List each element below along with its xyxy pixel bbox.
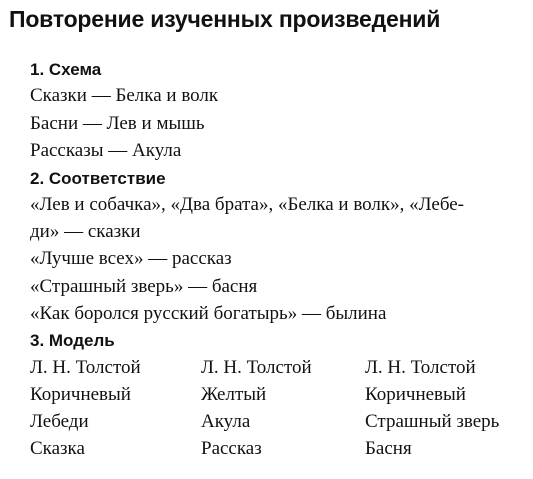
model-cell: Л. Н. Толстой: [365, 357, 476, 378]
correspondence-line: ди» — сказки: [30, 221, 141, 242]
page-title: Повторение изученных произведений: [9, 6, 441, 32]
scheme-line: Басни — Лев и мышь: [30, 113, 205, 134]
section-heading-correspondence: 2. Соответствие: [30, 169, 166, 188]
model-cell: Акула: [201, 411, 251, 432]
correspondence-line: «Лучше всех» — рассказ: [30, 248, 232, 269]
model-cell: Страшный зверь: [365, 411, 500, 432]
model-cell: Басня: [365, 438, 412, 459]
model-cell: Л. Н. Толстой: [201, 357, 312, 378]
correspondence-line: «Как боролся русский богатырь» — былина: [30, 303, 387, 324]
model-cell: Коричневый: [30, 384, 131, 405]
scheme-line: Рассказы — Акула: [30, 140, 182, 161]
model-cell: Лебеди: [30, 411, 89, 432]
correspondence-line: «Лев и собачка», «Два брата», «Белка и волк», «Лебе-: [30, 194, 465, 215]
model-cell: Рассказ: [201, 438, 262, 459]
model-cell: Коричневый: [365, 384, 466, 405]
section-heading-scheme: 1. Схема: [30, 60, 102, 79]
model-cell: Желтый: [201, 384, 267, 405]
model-cell: Л. Н. Толстой: [30, 357, 141, 378]
correspondence-line: «Страшный зверь» — басня: [30, 276, 258, 297]
model-cell: Сказка: [30, 438, 85, 459]
section-heading-model: 3. Модель: [30, 331, 115, 350]
scheme-line: Сказки — Белка и волк: [30, 85, 219, 106]
